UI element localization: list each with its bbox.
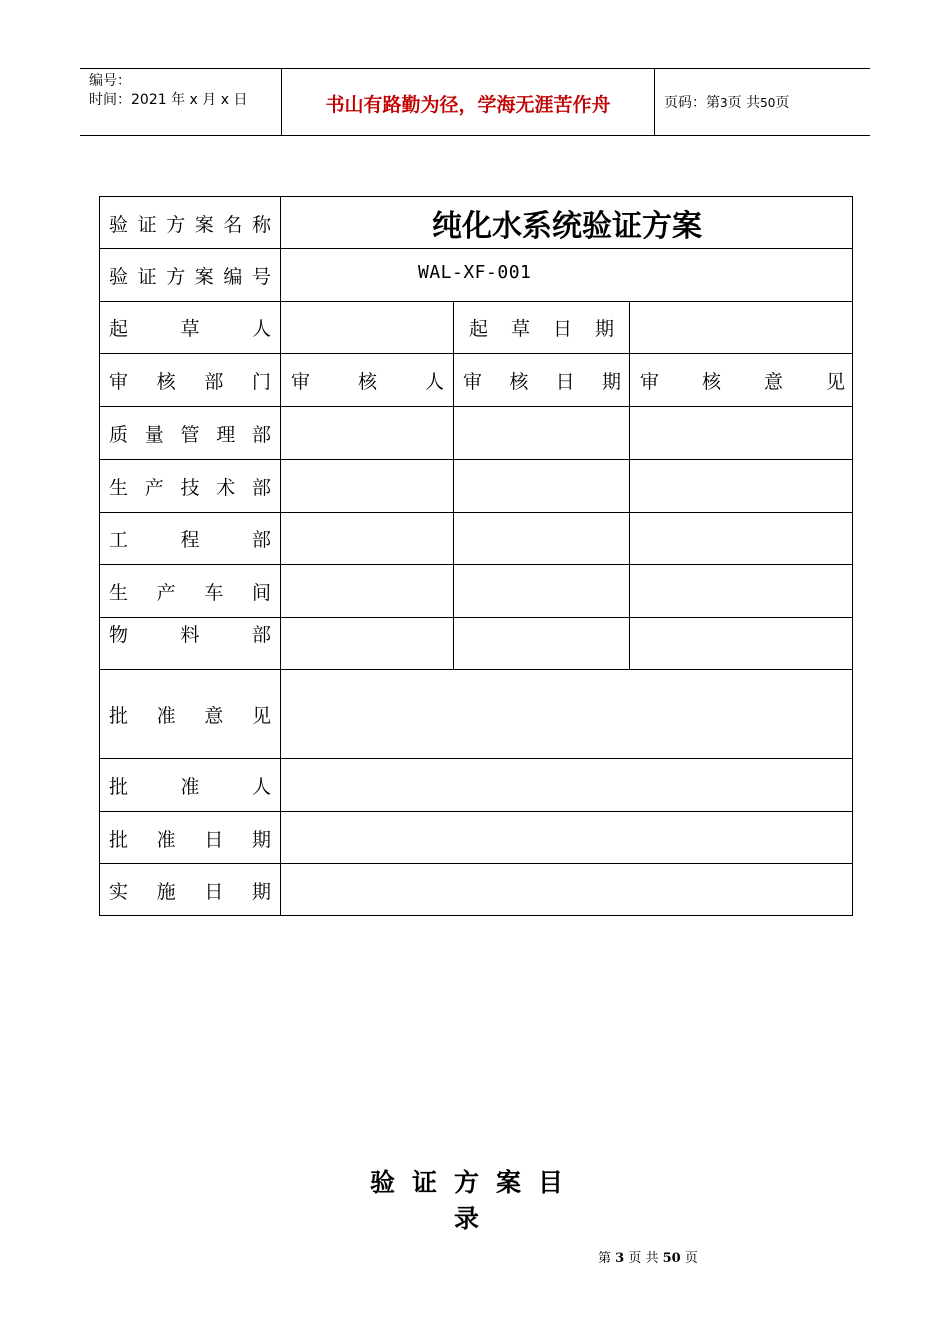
table-column-rule <box>453 301 454 670</box>
header-divider <box>654 68 655 136</box>
drafter-label: 起 草 人 <box>109 317 271 340</box>
page-total: 50 <box>760 96 776 110</box>
scheme-code-label: 验 证 方 案 编 号 <box>109 265 271 288</box>
page-current: 3 <box>720 96 728 110</box>
approver-label: 批 准 人 <box>109 775 271 798</box>
department-quality-management: 质 量 管 理 部 <box>109 423 271 446</box>
page-prefix: 页码：第 <box>664 95 720 111</box>
approval-opinion-label: 批 准 意 见 <box>109 704 271 727</box>
implementation-date-label: 实 施 日 期 <box>109 880 271 903</box>
header-page-indicator <box>664 92 789 112</box>
header-motto: 书山有路勤为径，学海无涯苦作舟 <box>325 94 611 116</box>
implementation-date-field[interactable] <box>281 865 853 915</box>
footer-total-pages: 50 <box>662 1251 681 1266</box>
approval-opinion-field[interactable] <box>281 671 853 758</box>
footer-mid: 页 共 <box>628 1251 659 1266</box>
header-meta <box>89 72 247 110</box>
draft-date-label: 起 草 日 期 <box>469 317 614 340</box>
draft-date-field[interactable] <box>630 302 853 353</box>
header-top-rule <box>80 68 870 69</box>
department-production-technology: 生 产 技 术 部 <box>109 476 271 499</box>
approval-date-field[interactable] <box>281 813 853 863</box>
department-production-workshop: 生 产 车 间 <box>109 581 271 604</box>
header-bottom-rule <box>80 135 870 136</box>
footer-prefix: 第 <box>598 1251 612 1266</box>
page-footer <box>598 1247 698 1266</box>
department-materials: 物 料 部 <box>109 623 271 646</box>
document-number-label: 编号： <box>89 73 131 89</box>
drafter-field[interactable] <box>281 302 453 353</box>
scheme-name-label: 验 证 方 案 名 称 <box>109 213 271 236</box>
page-suffix: 页 <box>775 95 790 111</box>
scheme-code-value: WAL-XF-001 <box>418 262 532 283</box>
approval-date-label: 批 准 日 期 <box>109 828 271 851</box>
review-opinion-label: 审 核 意 见 <box>640 370 845 393</box>
scheme-name-value: 纯化水系统验证方案 <box>432 209 702 244</box>
footer-current-page: 3 <box>615 1251 625 1266</box>
department-engineering: 工 程 部 <box>109 528 271 551</box>
review-department-label: 审 核 部 门 <box>109 370 271 393</box>
table-column-rule <box>629 301 630 670</box>
toc-title: 验证方案目录 <box>369 1168 580 1233</box>
review-date-label: 审 核 日 期 <box>463 370 621 393</box>
reviewer-label: 审 核 人 <box>291 370 444 393</box>
document-time-label: 时间：2021 年 x 月 x 日 <box>89 92 248 108</box>
page-mid: 页 共 <box>727 95 761 111</box>
header-divider <box>281 68 282 136</box>
footer-suffix: 页 <box>684 1251 698 1266</box>
approver-field[interactable] <box>281 760 853 811</box>
